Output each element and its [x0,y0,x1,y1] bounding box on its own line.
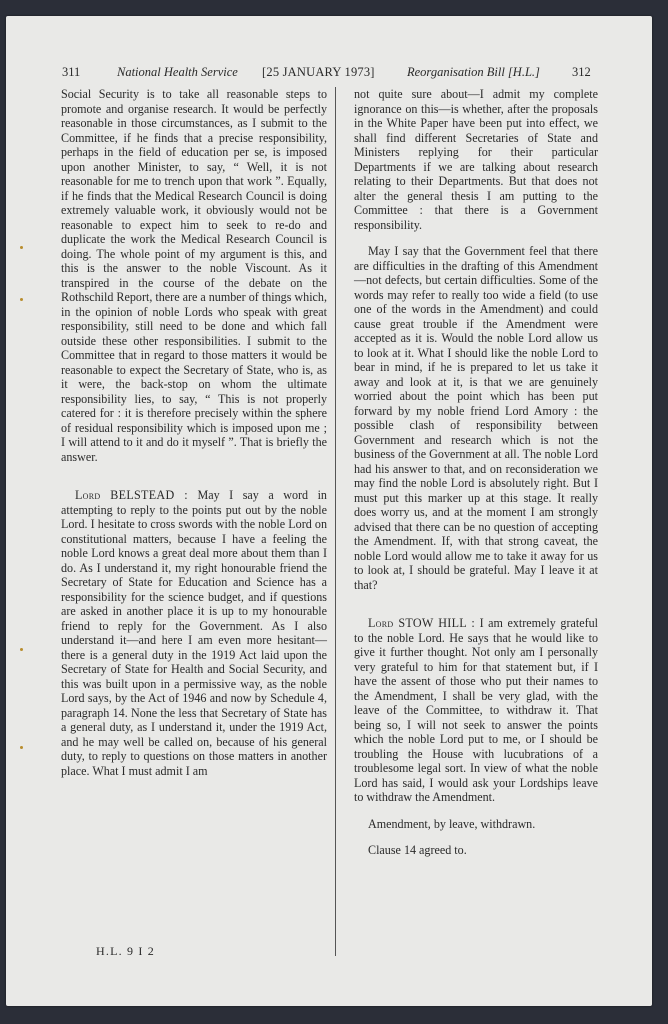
speech-lord-belstead [61,488,327,778]
left-text-column [61,87,327,778]
margin-mark-dot [20,298,23,301]
column-divider [335,87,336,956]
running-title-left: National Health Service [117,65,238,79]
speech-lord-stow-hill [354,616,598,805]
clause-agreed-line: Clause 14 agreed to. [368,843,467,857]
margin-mark-dot [20,648,23,651]
sitting-date: [25 JANUARY 1973] [262,65,375,79]
speech-paragraph: May I say that the Government feel that there are difficulties in the drafting of this Amendment—not defects, but certain difficulties. Some of the words may refer to really too wide a field (to use one of the words in the Amendment) and could cause great trouble if the Amendment were accepted as it is. Would the noble Lord allow us to look at it. What I should like the noble Lord to bear in mind, if he is prepared to let us take it away and look at it, is that we are genuinely worried about the point which has been put forward by my noble friend Lord Amory : the possible clash of responsibility between Government and research which is not the business of the Government at all. The noble Lord had his answer to that, and on reconsideration we may find the noble Lord is absolutely right. But I must put this marker up at this stage. It really does worry us, and at the moment I am strongly advised that there can be no question of accepting the Amendment. If, with that strong caveat, the noble Lord would allow me to take it away for us to look at, I should be grateful. May I leave it at that? [354,244,598,592]
document-page [6,16,652,1006]
column-number-left: 311 [62,65,81,79]
speaker-name: Lord STOW HILL : [368,616,476,630]
speech-text: May I say a word in attempting to reply to the points put out by the noble Lord. I hesitate to cross swords with the noble Lord on constitutional matters, because I have a feeling the noble Lord knows a great deal more about them than I do. As I understand it, my right honourable friend the Secretary of State for Education and Science has a responsibility for the science budget, and if questions are asked in another place it is up to my honourable friend to reply for the Government. As I also understand it—and here I am even more hesitant—there is a general duty in the 1919 Act laid upon the Secretary of State for Health and Social Security, and this was built upon in a permissive way, as the noble Lord says, by the Act of 1946 and now by Schedule 4, paragraph 14. None the less that Secretary of State has a general duty, as I understand it, under the 1919 Act, and he may well be called on, because of his general duty, to reply to questions on those matters in another place. What I must admit I am [61,488,327,778]
right-text-column [354,87,598,858]
printer-signature: H.L. 9 I 2 [96,944,155,958]
speech-text: I am extremely grateful to the noble Lord. He says that he would like to give it further thought. Not only am I personally very grateful to him for that statement but, if I have the assent of those who put their names to the Amendment, I shall be very glad, with the leave of the Committee, to withdraw it. That being so, I will not seek to answer the points which the noble Lord put to me, or I should be troubling the House with lucubrations of a troublesome legal sort. In view of what the noble Lord has said, I would ask your Lordships leave to withdraw the Amendment. [354,616,598,804]
speaker-name: Lord BELSTEAD : [75,488,188,502]
margin-mark-dot [20,246,23,249]
page-header [6,65,652,85]
continued-speech-paragraph: not quite sure about—I admit my complete ignorance on this—is whether, after the proposals in the White Paper have been put into effect, we shall find different Secretaries of State and Ministers replying for their particular Departments if we are talking about research relating to their Departments. But that does not alter the general thesis I am putting to the Committee : that there is a Government responsibility. [354,87,598,232]
margin-mark-dot [20,746,23,749]
amendment-withdrawn-line: Amendment, by leave, withdrawn. [368,816,536,831]
running-title-right: Reorganisation Bill [H.L.] [407,65,540,79]
continued-speech-paragraph: Social Security is to take all reasonable steps to promote and organise research. It would be perfectly reasonable in those circumstances, as I submit to the Committee, if he finds that a precise responsibility, perhaps in the field of education per se, is imposed upon another Minister, to say, “ Well, it is not reasonable for me to trench upon that work ”. Equally, if he finds that the Medical Research Council is doing extremely valuable work, it obviously would not be reasonable to expect him to seek to re-do and duplicate the work the Medical Research Council is doing. The whole point of my argument is this, and this is the answer to the noble Viscount. As it transpired in the course of the debate on the Rothschild Report, there are a number of things which, in the opinion of noble Lords who speak with great responsibility, still need to be done and which fall outside these other responsibilities. I submit to the Committee that in regard to those matters it would be reasonable to expect the Secretary of State, who is, as it were, the back-stop on whom the ultimate responsibility lies, to say, “ This is not properly catered for : it is therefore precisely within the sphere of residual responsibility which is imposed upon me ; I will attend to it and do it myself ”. That is briefly the answer. [61,87,327,464]
column-number-right: 312 [572,65,591,79]
